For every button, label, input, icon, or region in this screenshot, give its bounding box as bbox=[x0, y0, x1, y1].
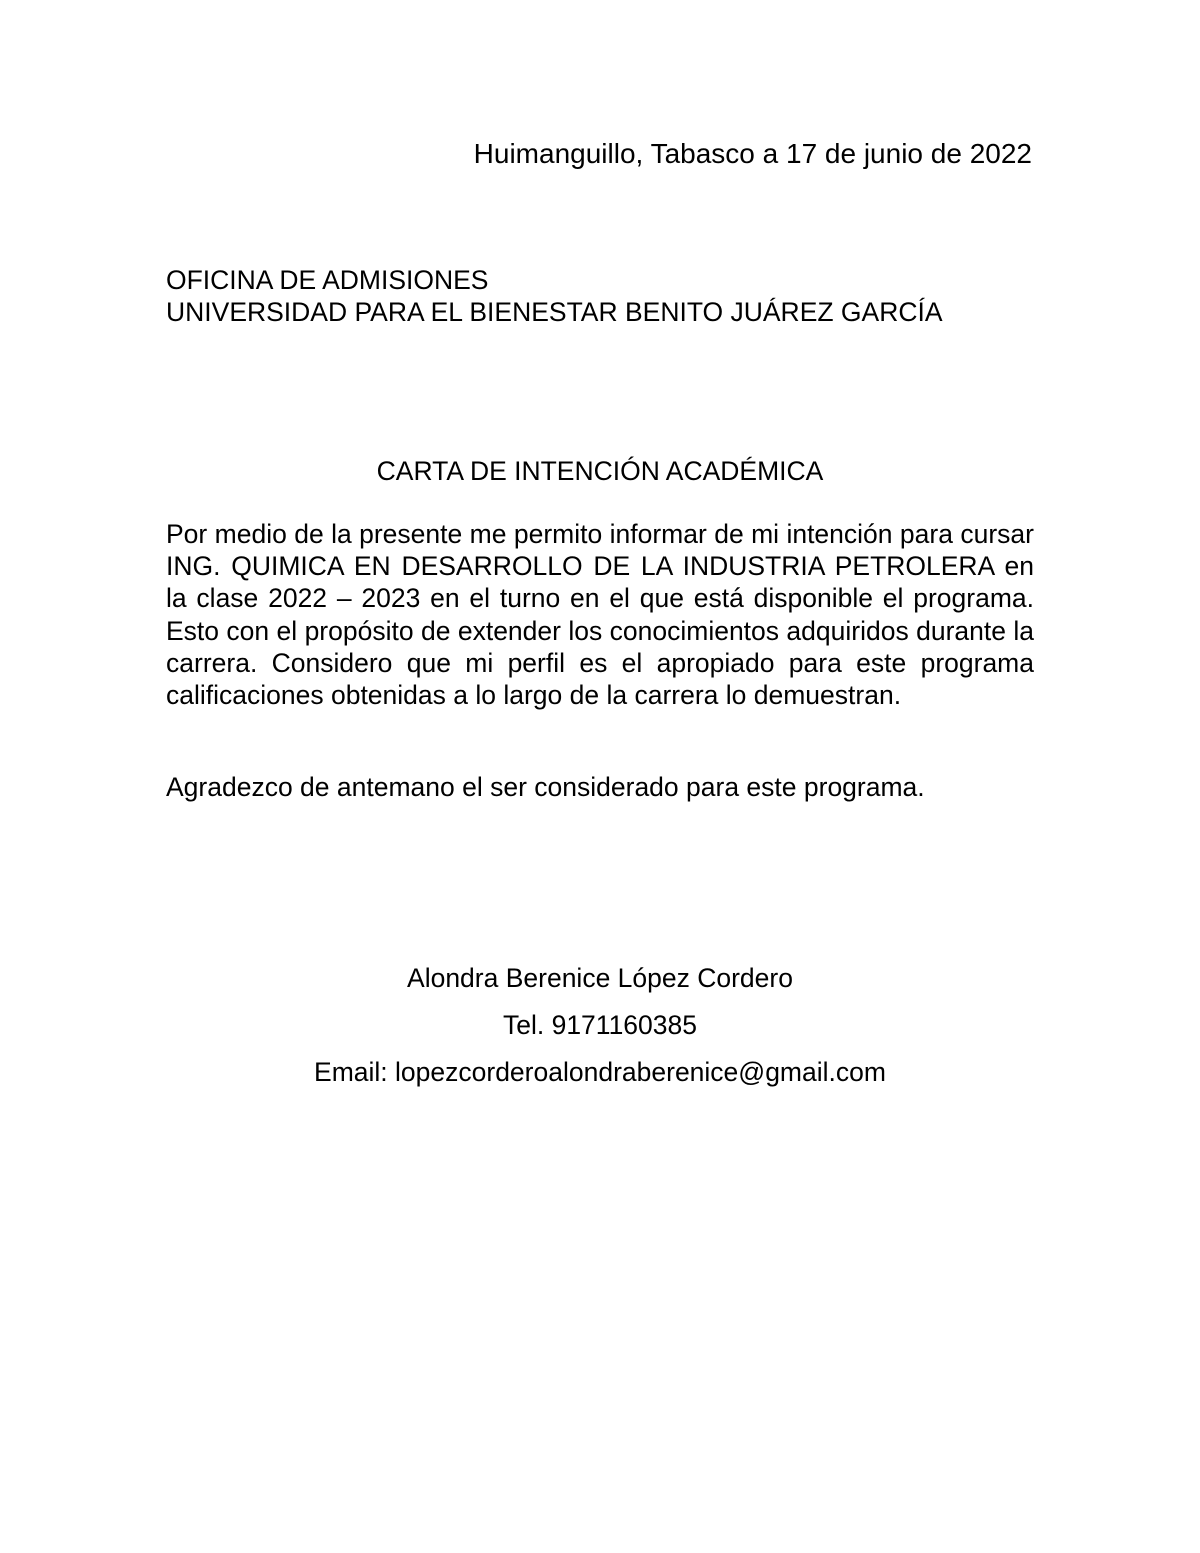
recipient-office: OFICINA DE ADMISIONES bbox=[166, 265, 489, 295]
letter-title: CARTA DE INTENCIÓN ACADÉMICA bbox=[376, 456, 824, 486]
date-line: Huimanguillo, Tabasco a 17 de junio de 2022 bbox=[473, 138, 1032, 169]
signature-email: Email: lopezcorderoalondraberenice@gmail.com bbox=[314, 1057, 886, 1087]
signature-block bbox=[0, 961, 1200, 1102]
recipient-block bbox=[166, 264, 943, 328]
closing-paragraph: Agradezco de antemano el ser considerado para este programa. bbox=[166, 772, 925, 802]
signature-name: Alondra Berenice López Cordero bbox=[407, 963, 793, 993]
recipient-institution: UNIVERSIDAD PARA EL BIENESTAR BENITO JUÁREZ GARCÍA bbox=[166, 297, 943, 327]
signature-phone: Tel. 9171160385 bbox=[502, 1010, 697, 1040]
body-paragraph: Por medio de la presente me permito informar de mi intención para cursar ING. QUIMICA EN DESARROLLO DE LA INDUSTRIA PETROLERA en la clase 2022 – 2023 en el turno en el que está disponible el programa. Esto con el propósito de extender los conocimientos adquiridos durante la carrera. Considero que mi perfil es el apropiado para este programa calificaciones obtenidas a lo largo de la carrera lo demuestran. bbox=[166, 519, 1034, 711]
